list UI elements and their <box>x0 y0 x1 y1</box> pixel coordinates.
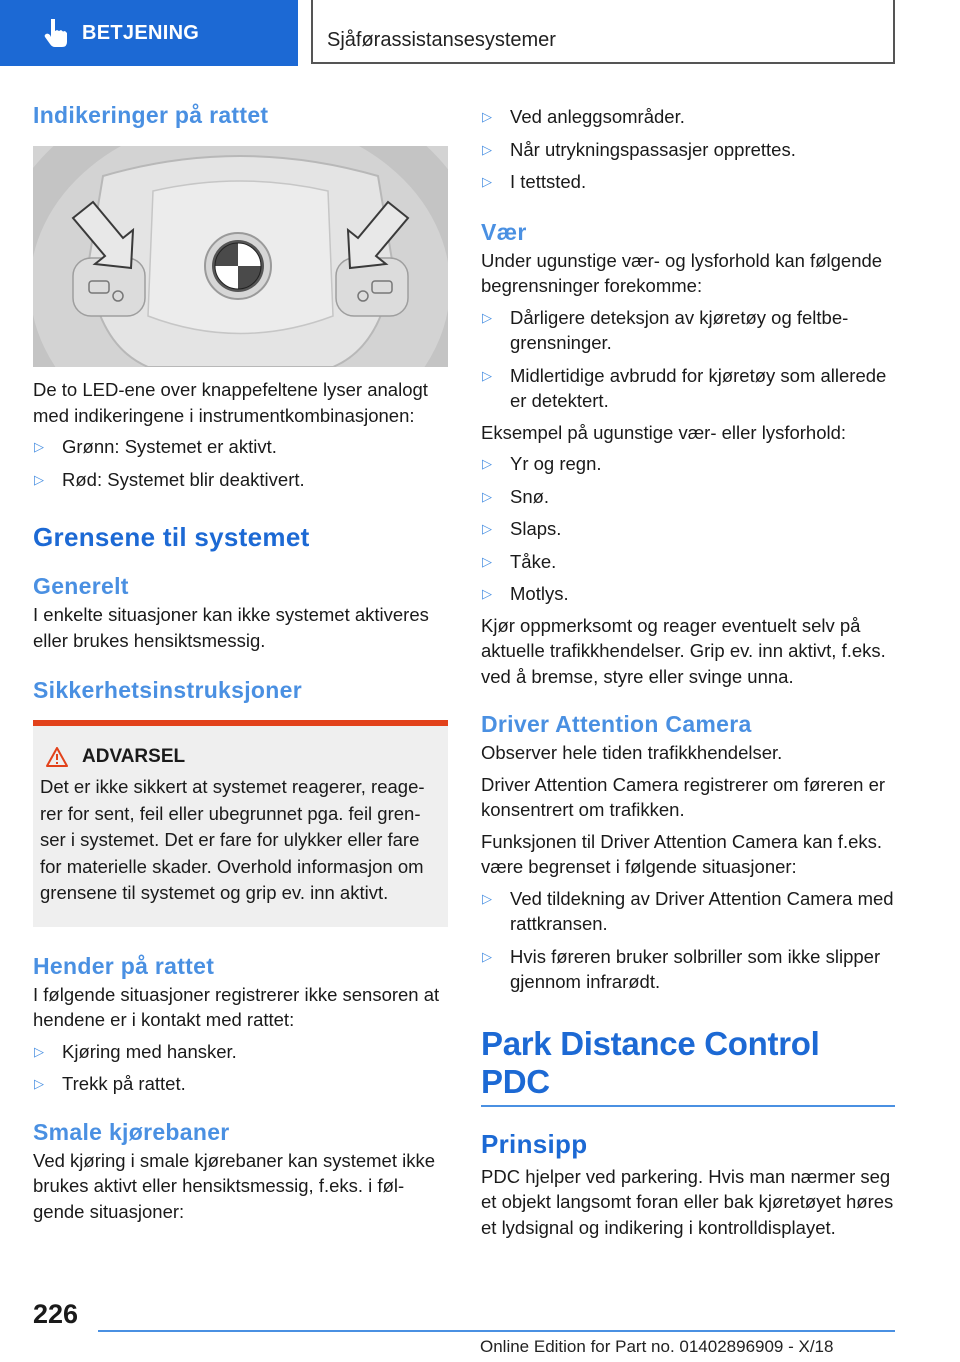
dac-list <box>481 886 895 995</box>
left-column <box>33 96 448 1224</box>
paragraph-smale: Ved kjøring i smale kjørebaner kan systemet ikke brukes aktivt eller hensiktsmessig, f.eks. i følgende situasjoner: <box>33 1149 436 1222</box>
list-item: ▷ Grønn: Systemet er aktivt. <box>33 434 448 460</box>
heading-pdc: Park Distance Control PDC <box>481 1025 895 1107</box>
warning-header <box>40 746 438 768</box>
paragraph-dac-3: Funksjonen til Driver Attention Camera kan f.eks. være begrenset i følgende situasjoner: <box>481 830 883 877</box>
bullet-arrow-icon: ▷ <box>482 174 492 189</box>
bullet-arrow-icon: ▷ <box>34 1043 44 1059</box>
paragraph-dac-2: Driver Attention Camera registrerer om føreren er konsentrert om trafikken. <box>481 773 886 820</box>
heading-generelt: Generelt <box>33 573 129 599</box>
list-item: ▷ Kjøring med hansker. <box>33 1039 448 1065</box>
bullet-arrow-icon: ▷ <box>482 488 492 504</box>
bullet-arrow-icon: ▷ <box>482 586 492 601</box>
page-number: 226 <box>33 1299 79 1329</box>
heading-prinsipp: Prinsipp <box>481 1128 588 1159</box>
edition-text: Online Edition for Part no. 01402896909 - X/18 <box>480 1337 834 1356</box>
chapter-tab[interactable] <box>0 0 298 66</box>
eksempel-list <box>481 451 895 607</box>
section-title-box <box>311 0 895 64</box>
bullet-arrow-icon: ▷ <box>482 890 492 906</box>
list-item: ▷ Tåke. <box>481 549 895 575</box>
bullet-arrow-icon: ▷ <box>482 521 492 536</box>
list-item: ▷ Midlertidige avbrudd for kjøretøy som allerede er detektert. <box>482 364 887 411</box>
vaer-list <box>481 305 895 414</box>
list-item: ▷ Trekk på rattet. <box>33 1071 448 1097</box>
list-item: ▷ Slaps. <box>481 516 895 542</box>
list-item: ▷ Ved tildekning av Driver Attention Camera med rattkransen. <box>482 887 894 934</box>
smale-list <box>481 104 895 195</box>
bullet-arrow-icon: ▷ <box>34 439 44 454</box>
heading-sikkerhet: Sikkerhetsinstruksjoner <box>33 677 302 703</box>
warning-text: Det er ikke sikkert at systemet reagerer, reagerer for sent, feil eller ubegrunnet pga. feil grenser i systemet. Det er fare for ulykker eller fare for materielle skader. Overhold informasjon om grensene til systemet og grip ev. inn aktivt. <box>40 776 425 903</box>
steering-wheel-figure <box>33 146 448 367</box>
bullet-arrow-icon: ▷ <box>482 141 492 157</box>
bullet-arrow-icon: ▷ <box>482 948 492 964</box>
bullet-arrow-icon: ▷ <box>482 456 492 471</box>
heading-dac: Driver Attention Camera <box>481 711 752 737</box>
hand-pointer-icon <box>36 13 76 53</box>
bullet-arrow-icon: ▷ <box>482 109 492 124</box>
chapter-tab-label: BETJENING <box>82 21 200 44</box>
bullet-arrow-icon: ▷ <box>34 1076 44 1091</box>
paragraph-generelt: I enkelte situasjoner kan ikke systemet aktiveres eller brukes hensiktsmessig. <box>33 604 429 651</box>
warning-box <box>33 720 448 927</box>
paragraph-eksempel: Eksempel på ugunstige vær- eller lysforhold: <box>481 421 847 443</box>
paragraph-prinsipp: PDC hjelper ved parkering. Hvis man nærmer seg et objekt langsomt foran eller bak kjøretøyet høres et lydsignal og indikering i kontrolldisplayet. <box>481 1165 894 1238</box>
paragraph-led: De to LED-ene over knappefeltene lyser analogt med indikeringene i instrumentkombinasjonen: <box>33 379 428 426</box>
list-item: ▷ Rød: Systemet blir deaktivert. <box>33 467 448 493</box>
paragraph-kjor: Kjør oppmerksomt og reager eventuelt selv på aktuelle trafikkhendelser. Grip ev. inn aktivt, f.eks. ved å bremse, styre eller svinge unna. <box>481 614 886 687</box>
footer-divider <box>98 1330 895 1332</box>
steering-wheel-illustration <box>33 146 448 367</box>
bullet-arrow-icon: ▷ <box>34 471 44 487</box>
list-item: ▷ Dårligere deteksjon av kjøretøy og feltbegrensninger. <box>482 306 849 353</box>
bullet-arrow-icon: ▷ <box>482 309 492 325</box>
page-header <box>0 0 960 66</box>
bullet-arrow-icon: ▷ <box>482 367 492 383</box>
paragraph-hender: I følgende situasjoner registrerer ikke sensoren at hendene er i kontakt med rattet: <box>33 983 440 1030</box>
list-item: ▷ Motlys. <box>481 581 895 607</box>
list-item: ▷ Snø. <box>481 484 895 510</box>
list-item: ▷ Når utrykningspassasjer opprettes. <box>481 137 895 163</box>
heading-hender: Hender på rattet <box>33 952 215 979</box>
heading-grensene: Grensene til systemet <box>33 522 310 552</box>
list-item: ▷ I tettsted. <box>481 169 895 195</box>
led-list <box>33 434 448 492</box>
right-column <box>481 96 895 1240</box>
paragraph-vaer: Under ugunstige vær- og lysforhold kan følgende begrensninger forekomme: <box>481 249 883 296</box>
heading-smale: Smale kjørebaner <box>33 1118 230 1145</box>
warning-title: ADVARSEL <box>82 746 186 767</box>
bullet-arrow-icon: ▷ <box>482 553 492 569</box>
heading-indikeringer: Indikeringer på rattet <box>33 102 269 128</box>
list-item: ▷ Hvis føreren bruker solbriller som ikke slipper gjennom infrarødt. <box>482 945 881 992</box>
list-item: ▷ Ved anleggsområder. <box>481 104 895 130</box>
list-item: ▷ Yr og regn. <box>481 451 895 477</box>
section-title: Sjåførassistansesystemer <box>327 29 556 51</box>
warning-triangle-icon <box>46 747 68 767</box>
hender-list <box>33 1039 448 1097</box>
paragraph-dac-1: Observer hele tiden trafikkhendelser. <box>481 742 783 763</box>
heading-vaer: Vær <box>481 218 527 245</box>
